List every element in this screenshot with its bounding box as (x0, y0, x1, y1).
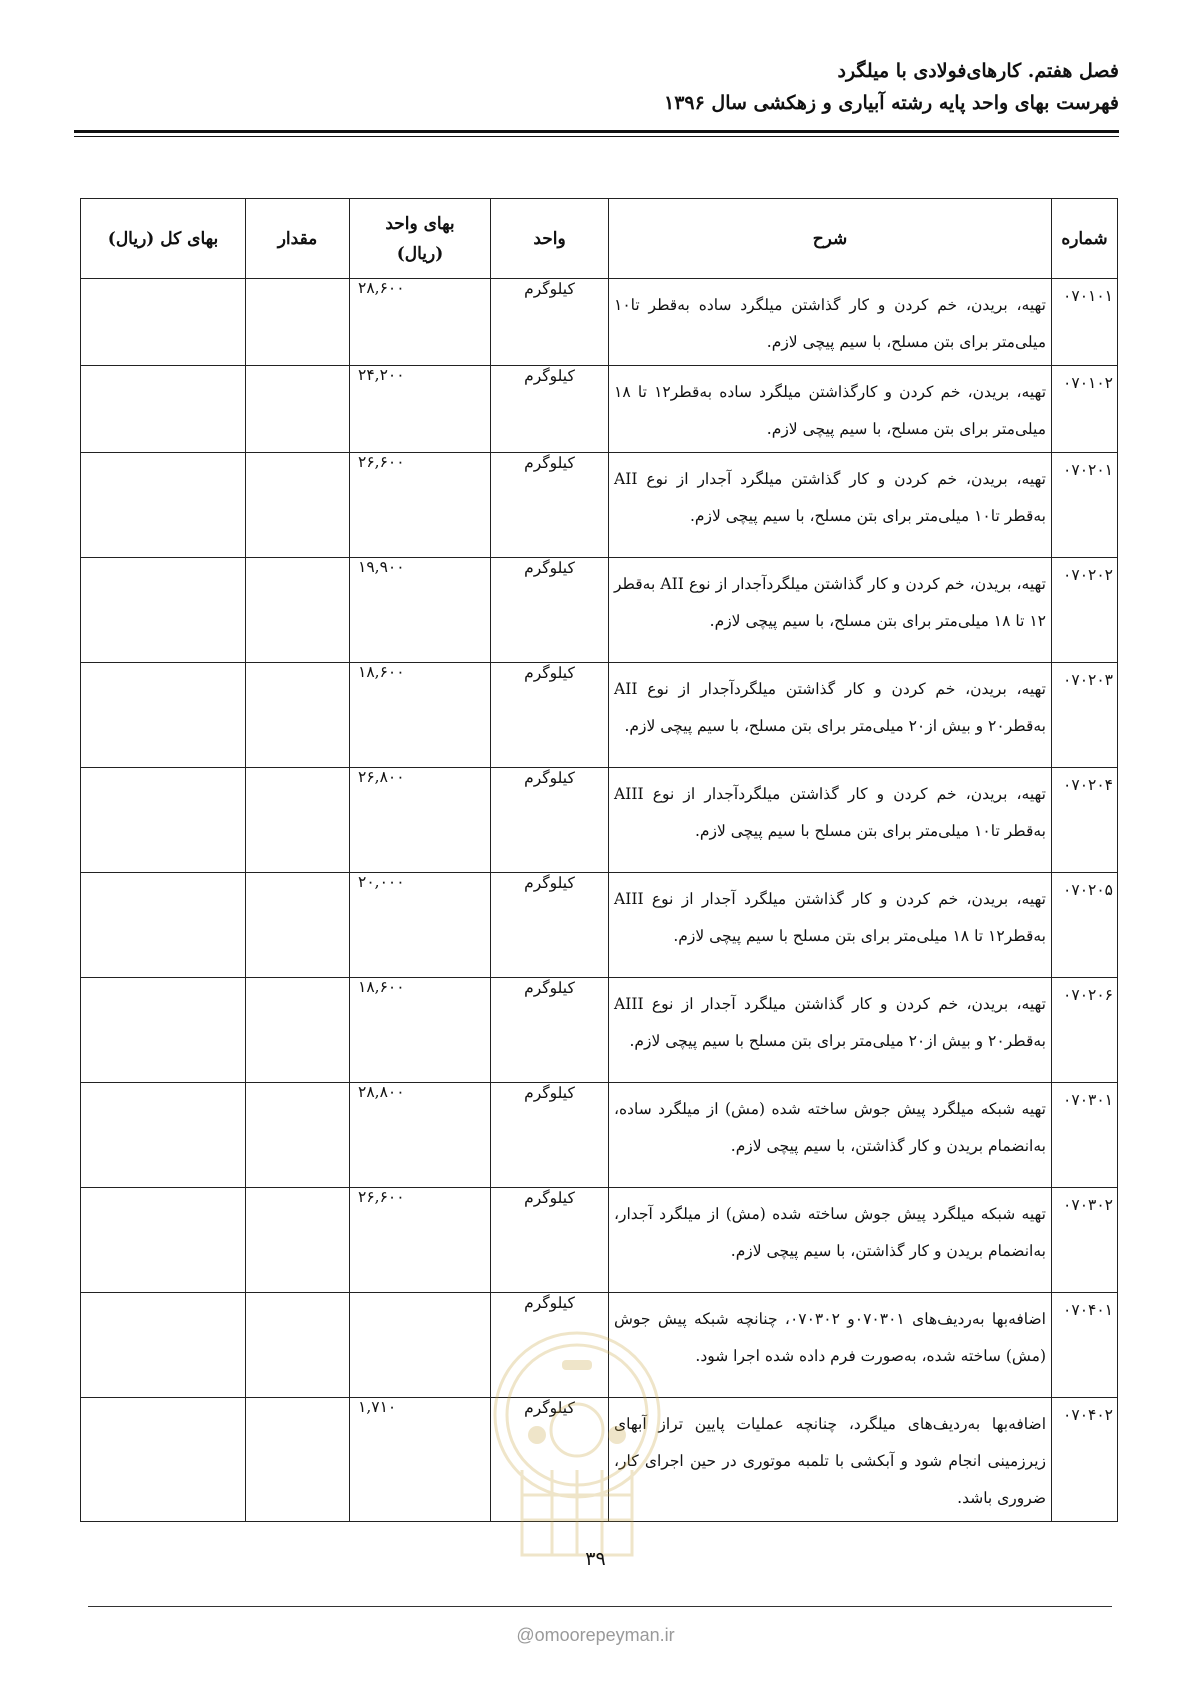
header-unit: واحد (491, 199, 609, 279)
row-unit-price: ۲۸,۶۰۰ (350, 279, 491, 366)
row-unit: کیلوگرم (491, 1083, 609, 1188)
row-unit: کیلوگرم (491, 978, 609, 1083)
page-number: ۳۹ (585, 1548, 606, 1570)
row-unit: کیلوگرم (491, 1293, 609, 1398)
row-quantity (246, 1293, 350, 1398)
row-total-price (81, 1188, 246, 1293)
table-header-row (81, 199, 1118, 279)
row-total-price (81, 873, 246, 978)
row-number: ۰۷۰۳۰۲ (1052, 1188, 1118, 1293)
row-unit: کیلوگرم (491, 1188, 609, 1293)
row-number: ۰۷۰۱۰۱ (1052, 279, 1118, 366)
page-header (72, 55, 1119, 119)
row-description: تهیه، بریدن، خم کردن و کار گذاشتن میلگرد آجدار از نوع AIII به‌قطر۲۰ و بیش از۲۰ میلی‌متر برای بتن مسلح با سیم پیچی لازم. (609, 978, 1052, 1083)
row-unit-price: ۲۶,۶۰۰ (350, 453, 491, 558)
header-unit-price-label: بهای واحد (385, 213, 455, 234)
table-row (81, 453, 1118, 558)
header-total-price: بهای کل (ریال) (81, 199, 246, 279)
header-description: شرح (609, 199, 1052, 279)
row-unit: کیلوگرم (491, 279, 609, 366)
row-unit: کیلوگرم (491, 453, 609, 558)
row-unit-price: ۲۴,۲۰۰ (350, 366, 491, 453)
row-number: ۰۷۰۲۰۶ (1052, 978, 1118, 1083)
row-total-price (81, 366, 246, 453)
table-row (81, 978, 1118, 1083)
table-row (81, 366, 1118, 453)
row-unit: کیلوگرم (491, 366, 609, 453)
row-number: ۰۷۰۲۰۵ (1052, 873, 1118, 978)
row-quantity (246, 1083, 350, 1188)
row-description: تهیه، بریدن، خم کردن و کار گذاشتن میلگرد آجدار از نوع AII به‌قطر تا۱۰ میلی‌متر برای بتن مسلح، با سیم پیچی لازم. (609, 453, 1052, 558)
table-row (81, 663, 1118, 768)
row-quantity (246, 279, 350, 366)
row-unit-price (350, 1293, 491, 1398)
row-total-price (81, 1083, 246, 1188)
header-rule-thick (74, 130, 1119, 133)
row-quantity (246, 1188, 350, 1293)
row-unit: کیلوگرم (491, 663, 609, 768)
row-unit-price: ۱۸,۶۰۰ (350, 978, 491, 1083)
row-number: ۰۷۰۲۰۴ (1052, 768, 1118, 873)
row-quantity (246, 558, 350, 663)
website-watermark: @omoorepeyman.ir (516, 1625, 675, 1645)
row-unit-price: ۱,۷۱۰ (350, 1398, 491, 1522)
row-quantity (246, 1398, 350, 1522)
row-description: تهیه، بریدن، خم کردن و کار گذاشتن میلگرد ساده به‌قطر تا۱۰ میلی‌متر برای بتن مسلح، با سیم پیچی لازم. (609, 279, 1052, 366)
header-number: شماره (1052, 199, 1118, 279)
row-total-price (81, 768, 246, 873)
row-number: ۰۷۰۲۰۳ (1052, 663, 1118, 768)
row-quantity (246, 453, 350, 558)
table-row (81, 279, 1118, 366)
header-unit-price-currency: (ریال) (396, 243, 444, 264)
row-unit-price: ۲۰,۰۰۰ (350, 873, 491, 978)
header-rule-thin (74, 136, 1119, 137)
table-row (81, 1188, 1118, 1293)
row-number: ۰۷۰۲۰۲ (1052, 558, 1118, 663)
row-description: تهیه، بریدن، خم کردن و کار گذاشتن میلگردآجدار از نوع AII به‌قطر۲۰ و بیش از۲۰ میلی‌متر برای بتن مسلح، با سیم پیچی لازم. (609, 663, 1052, 768)
price-table (80, 198, 1118, 1522)
row-unit: کیلوگرم (491, 873, 609, 978)
row-total-price (81, 279, 246, 366)
header-unit-price (350, 199, 491, 279)
row-quantity (246, 768, 350, 873)
table-row (81, 1083, 1118, 1188)
row-unit-price: ۱۹,۹۰۰ (350, 558, 491, 663)
row-description: تهیه، بریدن، خم کردن و کار گذاشتن میلگردآجدار از نوع AII به‌قطر ۱۲ تا ۱۸ میلی‌متر برای بتن مسلح، با سیم پیچی لازم. (609, 558, 1052, 663)
row-total-price (81, 978, 246, 1083)
row-quantity (246, 873, 350, 978)
row-number: ۰۷۰۳۰۱ (1052, 1083, 1118, 1188)
row-unit: کیلوگرم (491, 558, 609, 663)
row-unit-price: ۲۸,۸۰۰ (350, 1083, 491, 1188)
row-total-price (81, 453, 246, 558)
row-unit-price: ۲۶,۸۰۰ (350, 768, 491, 873)
footer-rule (88, 1606, 1112, 1607)
row-unit-price: ۲۶,۶۰۰ (350, 1188, 491, 1293)
row-description: اضافه‌بها به‌ردیف‌های میلگرد، چنانچه عملیات پایین تراز آبهای زیرزمینی انجام شود و آبکشی با تلمبه موتوری در حین اجرای کار، ضروری باشد. (609, 1398, 1052, 1522)
row-total-price (81, 1398, 246, 1522)
table-row (81, 1398, 1118, 1522)
row-total-price (81, 1293, 246, 1398)
row-description: اضافه‌بها به‌ردیف‌های ۰۷۰۳۰۱و ۰۷۰۳۰۲، چنانچه شبکه پیش جوش (مش) ساخته شده، به‌صورت فرم داده شده اجرا شود. (609, 1293, 1052, 1398)
row-quantity (246, 366, 350, 453)
row-number: ۰۷۰۴۰۲ (1052, 1398, 1118, 1522)
row-description: تهیه، بریدن، خم کردن و کارگذاشتن میلگرد ساده به‌قطر۱۲ تا ۱۸ میلی‌متر برای بتن مسلح، با سیم پیچی لازم. (609, 366, 1052, 453)
row-description: تهیه شبکه میلگرد پیش جوش ساخته شده (مش) از میلگرد آجدار، به‌انضمام بریدن و کار گذاشتن، با سیم پیچی لازم. (609, 1188, 1052, 1293)
row-number: ۰۷۰۴۰۱ (1052, 1293, 1118, 1398)
row-total-price (81, 558, 246, 663)
chapter-title: فصل هفتم. کارهای‌فولادی با میلگرد (837, 60, 1119, 82)
row-unit: کیلوگرم (491, 1398, 609, 1522)
row-unit-price: ۱۸,۶۰۰ (350, 663, 491, 768)
table-row (81, 558, 1118, 663)
row-number: ۰۷۰۲۰۱ (1052, 453, 1118, 558)
row-description: تهیه، بریدن، خم کردن و کار گذاشتن میلگردآجدار از نوع AIII به‌قطر تا۱۰ میلی‌متر برای بتن مسلح با سیم پیچی لازم. (609, 768, 1052, 873)
table-row (81, 873, 1118, 978)
row-number: ۰۷۰۱۰۲ (1052, 366, 1118, 453)
header-quantity: مقدار (246, 199, 350, 279)
row-description: تهیه شبکه میلگرد پیش جوش ساخته شده (مش) از میلگرد ساده، به‌انضمام بریدن و کار گذاشتن، با سیم پیچی لازم. (609, 1083, 1052, 1188)
row-quantity (246, 978, 350, 1083)
row-description: تهیه، بریدن، خم کردن و کار گذاشتن میلگرد آجدار از نوع AIII به‌قطر۱۲ تا ۱۸ میلی‌متر برای بتن مسلح با سیم پیچی لازم. (609, 873, 1052, 978)
document-title: فهرست بهای واحد پایه رشته آبیاری و زهکشی سال ۱۳۹۶ (663, 92, 1119, 114)
row-total-price (81, 663, 246, 768)
row-unit: کیلوگرم (491, 768, 609, 873)
table-row (81, 1293, 1118, 1398)
row-quantity (246, 663, 350, 768)
table-row (81, 768, 1118, 873)
